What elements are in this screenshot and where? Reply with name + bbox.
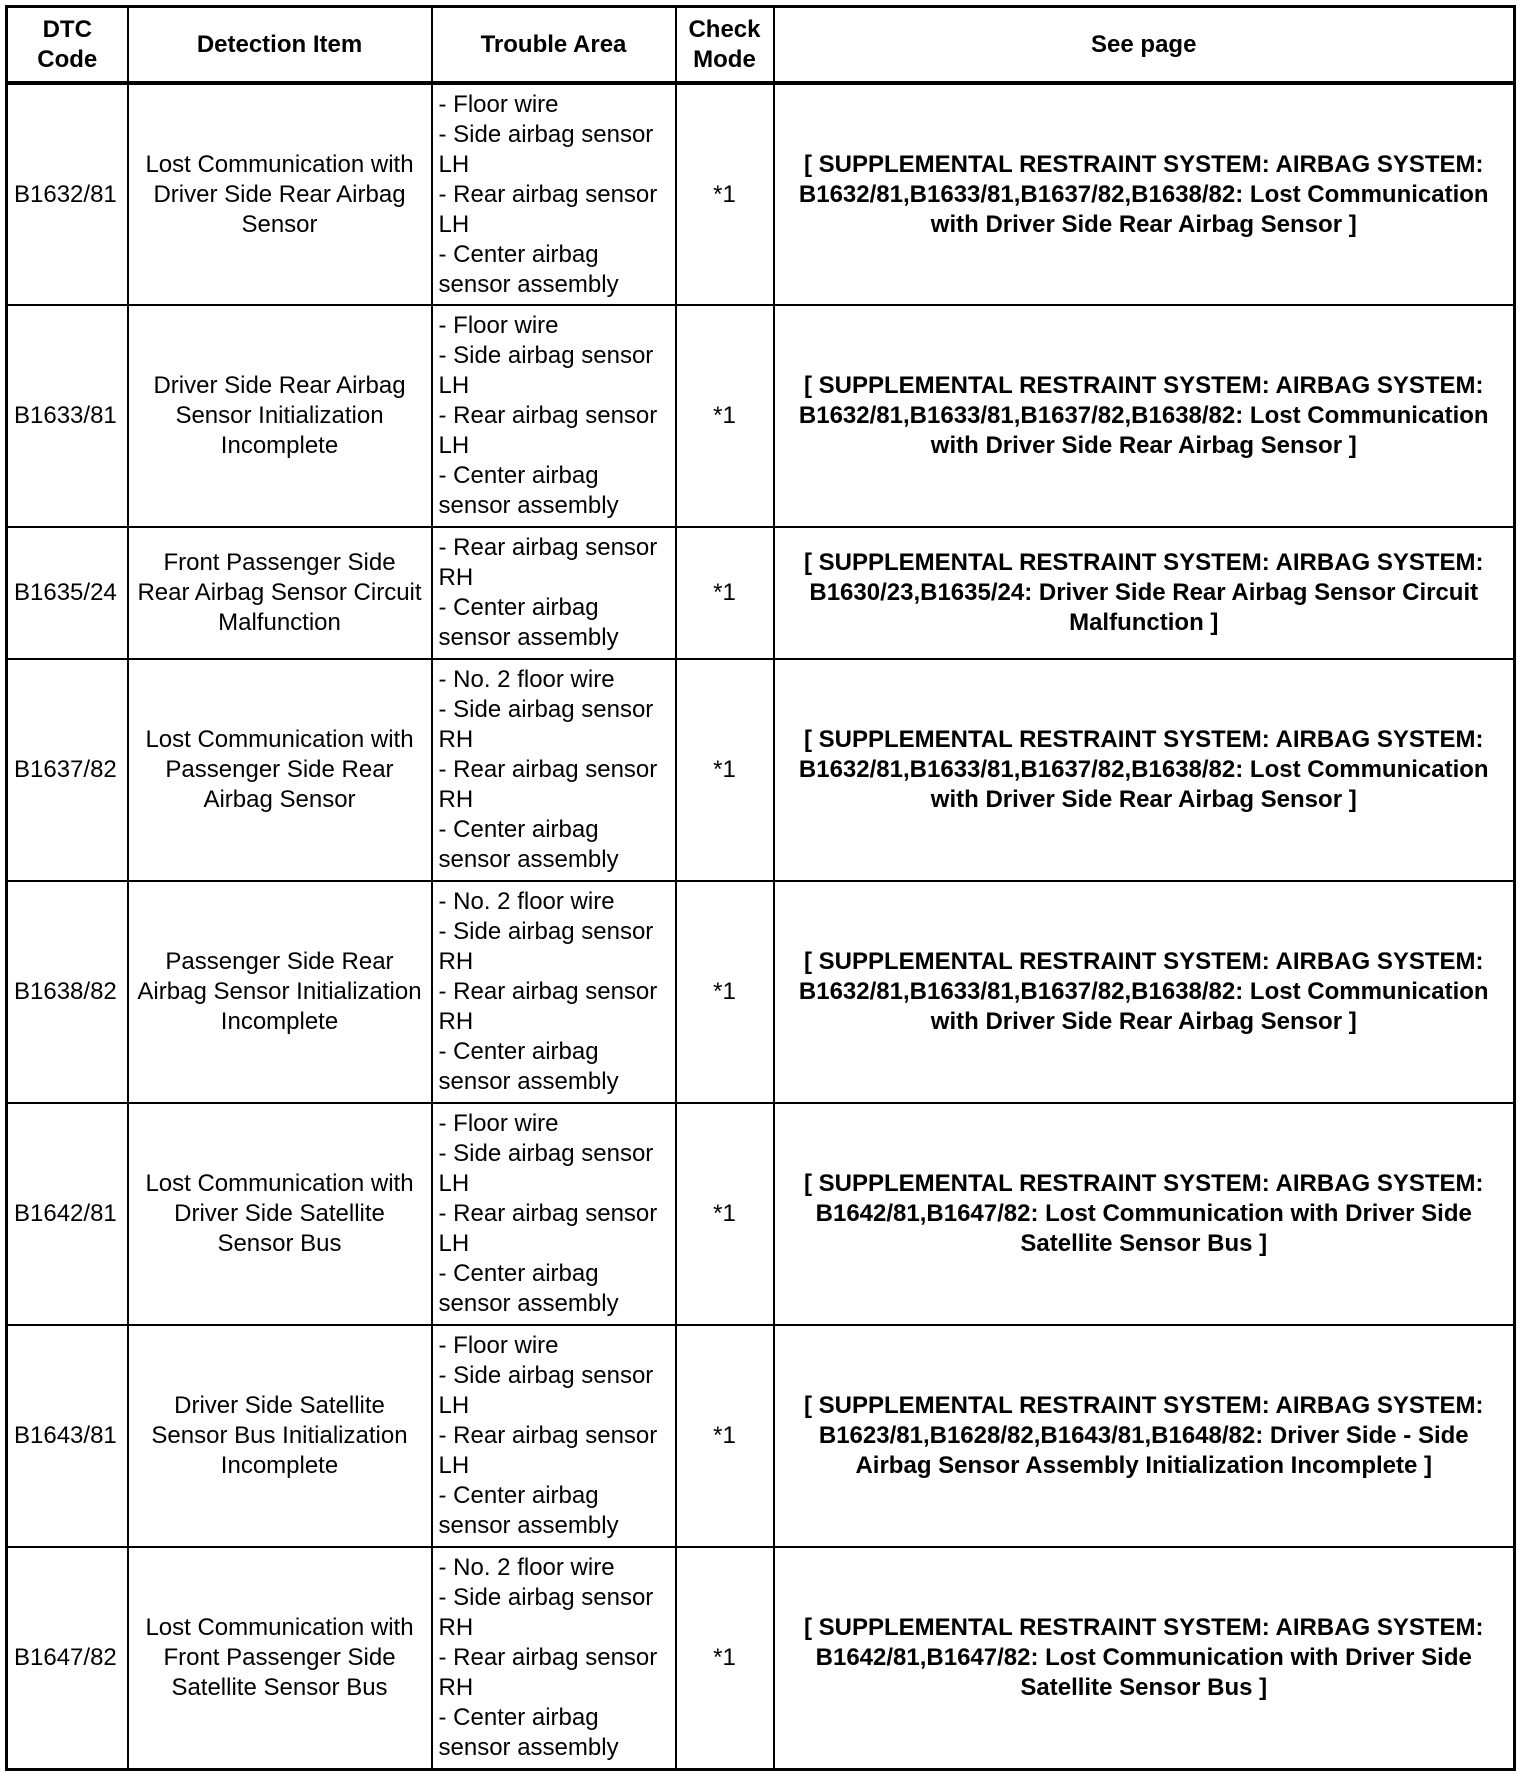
trouble-area-line: - Center airbag sensor assembly <box>438 1482 619 1539</box>
detection-item-cell: Lost Communication with Driver Side Rear Airbag Sensor <box>128 83 432 305</box>
trouble-area-line: - Center airbag sensor assembly <box>438 240 619 298</box>
trouble-area-line: - Center airbag sensor assembly <box>438 1703 619 1761</box>
dtc-code-cell: B1632/81 <box>7 83 128 305</box>
see-page-link[interactable]: [ SUPPLEMENTAL RESTRAINT SYSTEM: AIRBAG SYSTEM: B1632/81,B1633/81,B1637/82,B1638/82: Lost Communication with Driver Side Rear Airbag Sensor ] <box>774 305 1515 527</box>
table-row <box>7 1547 1515 1769</box>
trouble-area-cell <box>432 83 676 305</box>
dtc-code-cell: B1643/81 <box>7 1325 128 1547</box>
trouble-area-line: - Center airbag sensor assembly <box>438 594 619 651</box>
trouble-area-line: - No. 2 floor wire <box>438 666 615 693</box>
detection-item-cell: Front Passenger Side Rear Airbag Sensor Circuit Malfunction <box>128 527 432 659</box>
dtc-code-cell: B1642/81 <box>7 1103 128 1325</box>
detection-item-cell: Driver Side Satellite Sensor Bus Initialization Incomplete <box>128 1325 432 1547</box>
header-check-mode: Check Mode <box>676 7 774 84</box>
table-row <box>7 305 1515 527</box>
header-dtc-code: DTC Code <box>7 7 128 84</box>
trouble-area-line: - Floor wire <box>438 312 559 339</box>
trouble-area-line: - Center airbag sensor assembly <box>438 1260 619 1317</box>
table-row <box>7 83 1515 305</box>
trouble-area-cell <box>432 1325 676 1547</box>
trouble-area-line: - Rear airbag sensor LH <box>438 402 658 459</box>
table-header-row <box>7 7 1515 84</box>
trouble-area-line: - Rear airbag sensor RH <box>438 534 658 591</box>
detection-item-cell: Driver Side Rear Airbag Sensor Initialization Incomplete <box>128 305 432 527</box>
trouble-area-line: - No. 2 floor wire <box>438 1553 615 1581</box>
see-page-link[interactable]: [ SUPPLEMENTAL RESTRAINT SYSTEM: AIRBAG SYSTEM: B1630/23,B1635/24: Driver Side Rear Airbag Sensor Circuit Malfunction ] <box>774 527 1515 659</box>
see-page-link[interactable]: [ SUPPLEMENTAL RESTRAINT SYSTEM: AIRBAG SYSTEM: B1642/81,B1647/82: Lost Communication with Driver Side Satellite Sensor Bus ] <box>774 1103 1515 1325</box>
trouble-area-line: - Rear airbag sensor RH <box>438 978 658 1035</box>
trouble-area-line: - Floor wire <box>438 90 559 118</box>
trouble-area-line: - Floor wire <box>438 1332 559 1359</box>
trouble-area-line: - Rear airbag sensor RH <box>438 1643 658 1701</box>
trouble-area-line: - Side airbag sensor LH <box>438 120 654 178</box>
trouble-area-line: - Side airbag sensor RH <box>438 696 654 753</box>
trouble-area-line: - Side airbag sensor RH <box>438 918 654 975</box>
check-mode-cell: *1 <box>676 1325 774 1547</box>
trouble-area-line: - Center airbag sensor assembly <box>438 1038 619 1095</box>
table-row <box>7 1103 1515 1325</box>
dtc-code-cell: B1635/24 <box>7 527 128 659</box>
trouble-area-cell <box>432 659 676 881</box>
check-mode-cell: *1 <box>676 1547 774 1769</box>
trouble-area-cell <box>432 305 676 527</box>
check-mode-cell: *1 <box>676 1103 774 1325</box>
dtc-code-cell: B1647/82 <box>7 1547 128 1769</box>
header-trouble-area: Trouble Area <box>432 7 676 84</box>
see-page-link[interactable]: [ SUPPLEMENTAL RESTRAINT SYSTEM: AIRBAG SYSTEM: B1632/81,B1633/81,B1637/82,B1638/82: Lost Communication with Driver Side Rear Airbag Sensor ] <box>774 83 1515 305</box>
see-page-link[interactable]: [ SUPPLEMENTAL RESTRAINT SYSTEM: AIRBAG SYSTEM: B1623/81,B1628/82,B1643/81,B1648/82: Driver Side - Side Airbag Sensor Assembly Initialization Incomplete ] <box>774 1325 1515 1547</box>
trouble-area-line: - Rear airbag sensor LH <box>438 1422 658 1479</box>
trouble-area-line: - Rear airbag sensor LH <box>438 1200 658 1257</box>
check-mode-cell: *1 <box>676 305 774 527</box>
trouble-area-line: - Floor wire <box>438 1110 559 1137</box>
detection-item-cell: Passenger Side Rear Airbag Sensor Initialization Incomplete <box>128 881 432 1103</box>
trouble-area-cell <box>432 527 676 659</box>
dtc-code-cell: B1637/82 <box>7 659 128 881</box>
see-page-link[interactable]: [ SUPPLEMENTAL RESTRAINT SYSTEM: AIRBAG SYSTEM: B1632/81,B1633/81,B1637/82,B1638/82: Lost Communication with Driver Side Rear Airbag Sensor ] <box>774 659 1515 881</box>
check-mode-cell: *1 <box>676 83 774 305</box>
dtc-code-cell: B1633/81 <box>7 305 128 527</box>
trouble-area-line: - Side airbag sensor LH <box>438 342 654 399</box>
dtc-table <box>5 5 1516 1771</box>
trouble-area-line: - Side airbag sensor RH <box>438 1583 654 1641</box>
detection-item-cell: Lost Communication with Driver Side Satellite Sensor Bus <box>128 1103 432 1325</box>
trouble-area-line: - Center airbag sensor assembly <box>438 816 619 873</box>
trouble-area-line: - No. 2 floor wire <box>438 888 615 915</box>
trouble-area-line: - Side airbag sensor LH <box>438 1362 654 1419</box>
trouble-area-line: - Side airbag sensor LH <box>438 1140 654 1197</box>
check-mode-cell: *1 <box>676 659 774 881</box>
trouble-area-cell <box>432 1103 676 1325</box>
dtc-code-cell: B1638/82 <box>7 881 128 1103</box>
table-row <box>7 527 1515 659</box>
table-row <box>7 881 1515 1103</box>
trouble-area-line: - Rear airbag sensor RH <box>438 756 658 813</box>
header-see-page: See page <box>774 7 1515 84</box>
table-row <box>7 659 1515 881</box>
trouble-area-cell <box>432 1547 676 1769</box>
see-page-link[interactable]: [ SUPPLEMENTAL RESTRAINT SYSTEM: AIRBAG SYSTEM: B1632/81,B1633/81,B1637/82,B1638/82: Lost Communication with Driver Side Rear Airbag Sensor ] <box>774 881 1515 1103</box>
table-row <box>7 1325 1515 1547</box>
trouble-area-line: - Center airbag sensor assembly <box>438 462 619 519</box>
trouble-area-line: - Rear airbag sensor LH <box>438 180 658 238</box>
header-detection-item: Detection Item <box>128 7 432 84</box>
check-mode-cell: *1 <box>676 881 774 1103</box>
check-mode-cell: *1 <box>676 527 774 659</box>
detection-item-cell: Lost Communication with Passenger Side Rear Airbag Sensor <box>128 659 432 881</box>
detection-item-cell: Lost Communication with Front Passenger Side Satellite Sensor Bus <box>128 1547 432 1769</box>
dtc-table-page <box>5 5 1513 1769</box>
see-page-link[interactable]: [ SUPPLEMENTAL RESTRAINT SYSTEM: AIRBAG SYSTEM: B1642/81,B1647/82: Lost Communication with Driver Side Satellite Sensor Bus ] <box>774 1547 1515 1769</box>
trouble-area-cell <box>432 881 676 1103</box>
